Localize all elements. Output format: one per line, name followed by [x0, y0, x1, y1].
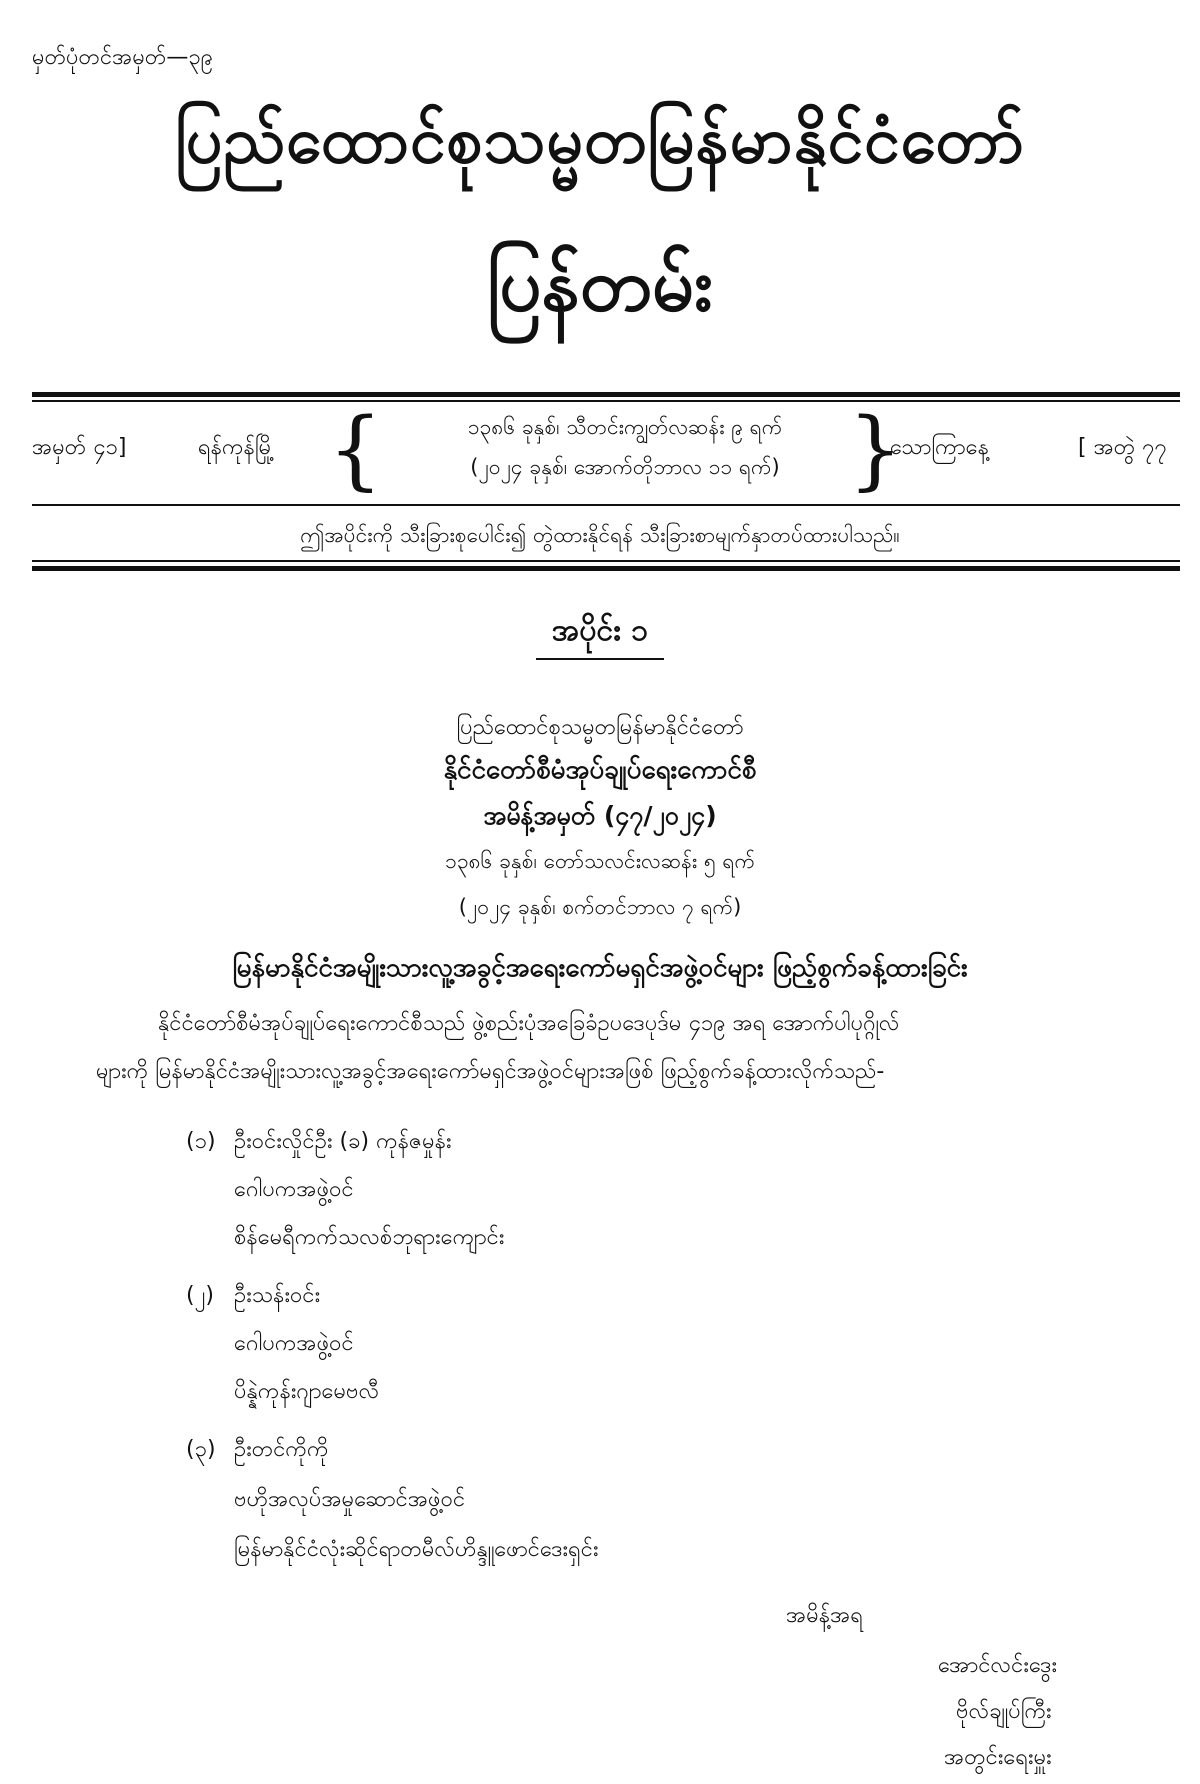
- masthead-date-myanmar: ၁၃၈၆ ခုနှစ်၊ သီတင်းကျွတ်လဆန်း ၉ ရက်: [467, 415, 783, 439]
- issue-number: အမှတ် ၄၁]: [32, 435, 127, 460]
- member-number: (၂): [186, 1283, 214, 1308]
- signatory-rank: ဗိုလ်ချုပ်ကြီး: [956, 1699, 1052, 1724]
- order-body-line-2: များကို မြန်မာနိုင်ငံအမျိုးသားလူ့အခွင့်အရေးကော်မရှင်အဖွဲ့ဝင်များအဖြစ် ဖြည့်စွက်ခန့်ထားလိုက်သည်-: [96, 1059, 885, 1084]
- part-title-underline: [536, 658, 664, 660]
- order-date-myanmar: ၁၃၈၆ ခုနှစ်၊ တော်သလင်းလဆန်း ၅ ရက်: [445, 849, 755, 873]
- masthead-top-rule-thin: [32, 400, 1180, 402]
- order-country: ပြည်ထောင်စုသမ္မတမြန်မာနိုင်ငံတော်: [456, 715, 744, 740]
- order-body-line-1: နိုင်ငံတော်စီမံအုပ်ချုပ်ရေးကောင်စီသည် ဖွဲ့စည်းပုံအခြေခံဥပဒေပုဒ်မ ၄၁၉ အရ အောက်ပါပုဂ္ဂိုလ်: [158, 1011, 900, 1036]
- member-affiliation: စိန်မေရီကက်သလစ်ဘုရားကျောင်း: [234, 1225, 505, 1250]
- member-number: (၃): [186, 1437, 216, 1462]
- member-affiliation: ပိန္နဲကုန်းဂျာမေဗလီ: [234, 1379, 380, 1404]
- registration-number: မှတ်ပုံတင်အမှတ်—၃၉: [32, 45, 214, 70]
- member-number: (၁): [186, 1129, 216, 1154]
- separate-page-notice: ဤအပိုင်းကို သီးခြားစုပေါင်း၍ တွဲထားနိုင်ရန် သီးခြားစာမျက်နှာတပ်ထားပါသည်။: [300, 523, 900, 547]
- volume-number: [ အတွဲ ၇၇: [1078, 435, 1167, 460]
- order-date-gregorian: (၂၀၂၄ ခုနှစ်၊ စက်တင်ဘာလ ၇ ရက်): [458, 895, 742, 919]
- part-title: အပိုင်း ၁: [551, 613, 649, 648]
- masthead-mid-rule-thin: [32, 504, 1180, 506]
- signatory-name: အောင်လင်းဒွေး: [938, 1653, 1058, 1678]
- masthead-bottom-rule-thick: [32, 566, 1180, 571]
- left-brace: {: [328, 400, 383, 500]
- weekday: သောကြာနေ့: [890, 435, 989, 460]
- order-subject: မြန်မာနိုင်ငံအမျိုးသားလူ့အခွင့်အရေးကော်မရှင်အဖွဲ့ဝင်များ ဖြည့်စွက်ခန့်ထားခြင်း: [232, 953, 968, 983]
- order-number: အမိန့်အမှတ် (၄၇/၂၀၂၄): [483, 801, 717, 830]
- member-name: ဦးတင်ကိုကို: [234, 1437, 329, 1462]
- member-name: ဦးသန်းဝင်း: [234, 1283, 321, 1308]
- member-role: ဂေါပကအဖွဲ့ဝင်: [234, 1177, 354, 1202]
- publication-place: ရန်ကုန်မြို့: [198, 435, 275, 460]
- order-issuer: နိုင်ငံတော်စီမံအုပ်ချုပ်ရေးကောင်စီ: [443, 755, 757, 785]
- masthead-date-gregorian: (၂၀၂၄ ခုနှစ်၊ အောက်တိုဘာလ ၁၁ ရက်): [470, 455, 780, 479]
- member-role: ဗဟိုအလုပ်အမှုဆောင်အဖွဲ့ဝင်: [234, 1487, 466, 1512]
- by-order-label: အမိန့်အရ: [786, 1603, 863, 1628]
- right-brace: }: [848, 400, 903, 500]
- gazette-country-title: ပြည်ထောင်စုသမ္မတမြန်မာနိုင်ငံတော်: [174, 104, 1026, 178]
- signatory-position: အတွင်းရေးမှူး: [944, 1745, 1052, 1770]
- masthead-bottom-rule-thin: [32, 560, 1180, 562]
- gazette-title: ပြန်တမ်း: [486, 242, 714, 328]
- member-affiliation: မြန်မာနိုင်ငံလုံးဆိုင်ရာတမီလ်ဟိန္ဒူဖောင်ဒေးရှင်း: [234, 1537, 599, 1562]
- member-role: ဂေါပကအဖွဲ့ဝင်: [234, 1331, 354, 1356]
- member-name: ဦးဝင်းလှိုင်ဦး (ခ) ကုန်ဇမှုန်း: [234, 1129, 452, 1154]
- masthead-top-rule-thick: [32, 392, 1180, 397]
